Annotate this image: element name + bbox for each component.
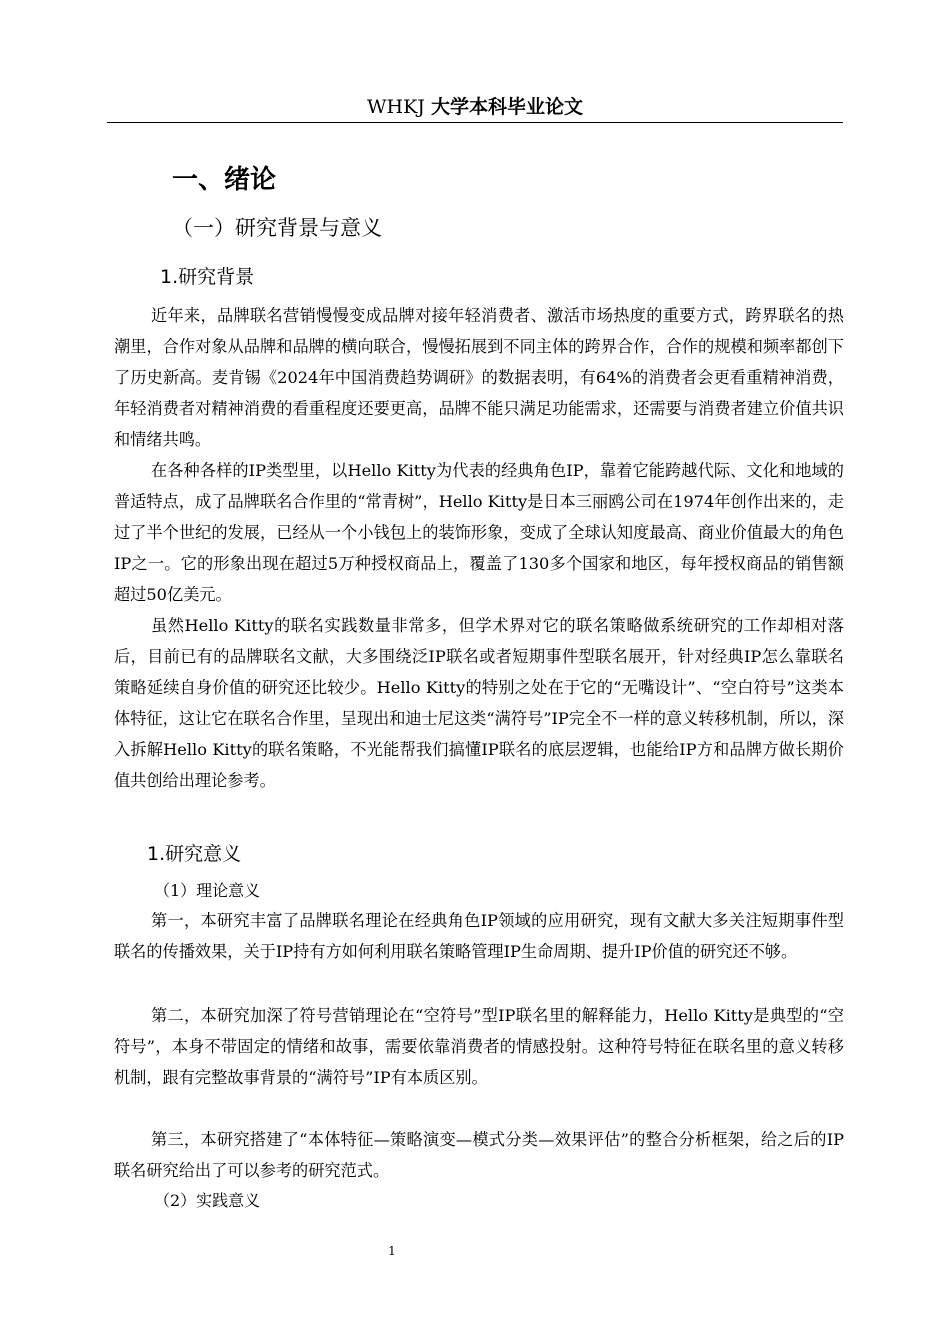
chapter-title: 一、绪论 bbox=[172, 165, 277, 195]
practice-significance-label: （2）实践意义 bbox=[154, 1191, 261, 1210]
theory-significance-label: （1）理论意义 bbox=[154, 881, 261, 900]
theory-paragraph-2: 第二，本研究加深了符号营销理论在“空符号”型IP联名里的解释能力，Hello Kitty是典型的“空符号”，本身不带固定的情绪和故事，需要依靠消费者的情感投射。这种符号特征在联名里的意义转移机制，跟有完整故事背景的“满符号”IP有本质区别。 bbox=[114, 1006, 844, 1087]
theory-paragraph-1: 第一，本研究丰富了品牌联名理论在经典角色IP领域的应用研究，现有文献大多关注短期事件型联名的传播效果，关于IP持有方如何利用联名策略管理IP生命周期、提升IP价值的研究还不够。 bbox=[114, 911, 844, 961]
header-university: 大学本科毕业论文 bbox=[430, 96, 583, 118]
theory-paragraph-3: 第三，本研究搭建了“本体特征—策略演变—模式分类—效果评估”的整合分析框架，给之后的IP联名研究给出了可以参考的研究范式。 bbox=[114, 1130, 844, 1180]
significance-heading: 1.研究意义 bbox=[147, 843, 242, 865]
section-title: （一）研究背景与意义 bbox=[172, 216, 382, 240]
background-paragraph-1: 近年来，品牌联名营销慢慢变成品牌对接年轻消费者、激活市场热度的重要方式，跨界联名的热潮里，合作对象从品牌和品牌的横向联合，慢慢拓展到不同主体的跨界合作，合作的规模和频率都创下了历史新高。麦肯锡《2024年中国消费趋势调研》的数据表明，有64%的消费者会更看重精神消费，年轻消费者对精神消费的看重程度还要更高，品牌不能只满足功能需求，还需要与消费者建立价值共识和情绪共鸣。 bbox=[114, 306, 844, 449]
background-paragraph-3: 虽然Hello Kitty的联名实践数量非常多，但学术界对它的联名策略做系统研究的工作却相对落后，目前已有的品牌联名文献，大多围绕泛IP联名或者短期事件型联名展开，针对经典IP怎么靠联名策略延续自身价值的研究还比较少。Hello Kitty的特别之处在于它的“无嘴设计”、“空白符号”这类本体特征，这让它在联名合作里，呈现出和迪士尼这类“满符号”IP完全不一样的意义转移机制，所以，深入拆解Hello Kitty的联名策略，不光能帮我们搞懂IP联名的底层逻辑，也能给IP方和品牌方做长期价值共创给出理论参考。 bbox=[114, 616, 844, 790]
page-header bbox=[107, 92, 843, 123]
page-number: 1 bbox=[388, 1244, 396, 1258]
background-heading: 1.研究背景 bbox=[160, 266, 255, 288]
header-code: WHKJ bbox=[367, 96, 425, 118]
background-paragraph-2: 在各种各样的IP类型里，以Hello Kitty为代表的经典角色IP，靠着它能跨越代际、文化和地域的普适特点，成了品牌联名合作里的“常青树”，Hello Kitty是日本三丽鸥公司在1974年创作出来的，走过了半个世纪的发展，已经从一个小钱包上的装饰形象，变成了全球认知度最高、商业价值最大的角色IP之一。它的形象出现在超过5万种授权商品上，覆盖了130多个国家和地区，每年授权商品的销售额超过50亿美元。 bbox=[114, 461, 844, 604]
